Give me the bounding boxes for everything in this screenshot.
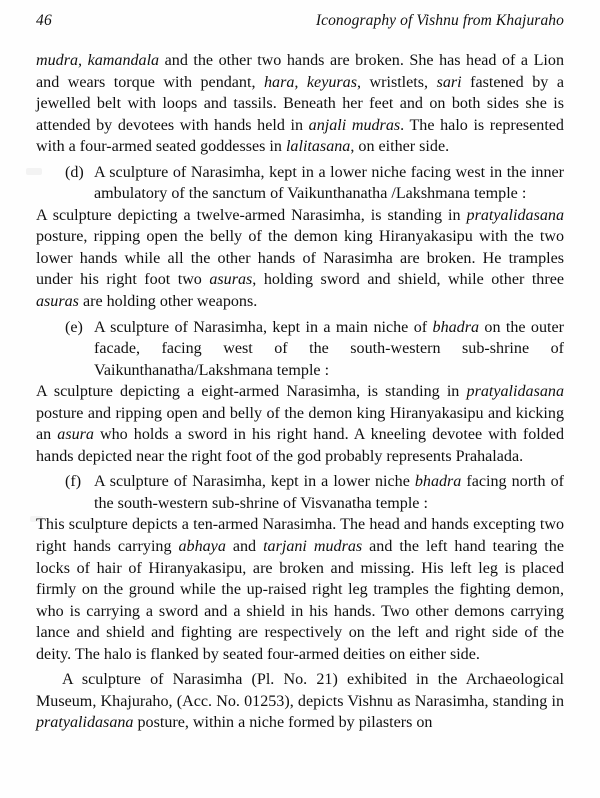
list-item-label: (d) <box>65 163 84 181</box>
list-item-e <box>36 317 564 382</box>
list-item-d <box>36 162 564 205</box>
paragraph-d: A sculpture depicting a twelve-armed Narasimha, is standing in pratyalidasana posture, ripping open the belly of the demon king Hiranyakasipu with the two lower hands while all the other hands of Narasimha are broken. He tramples under his right foot two asuras, holding sword and shield, while other three asuras are holding other weapons. <box>36 206 564 311</box>
list-item-text: A sculpture of Narasimha, kept in a lower niche facing west in the inner ambulatory of the sanctum of Vaikunthanatha /Lakshmana temple : <box>94 163 564 203</box>
running-head <box>36 12 564 34</box>
page-number: 46 <box>36 12 52 29</box>
paragraph-final: A sculpture of Narasimha (Pl. No. 21) exhibited in the Archaeological Museum, Khajuraho, (Acc. No. 01253), depicts Vishnu as Narasimha, standing in pratyalidasana posture, within a niche formed by pilasters on <box>36 671 564 732</box>
list-item-text: A sculpture of Narasimha, kept in a main niche of bhadra on the outer facade, facing west of the south-western sub-shrine of Vaikunthanatha/Lakshmana temple : <box>94 318 564 379</box>
list-item-f <box>36 471 564 514</box>
paragraph-e: A sculpture depicting a eight-armed Narasimha, is standing in pratyalidasana posture and ripping open and belly of the demon king Hiranyakasipu and kicking an asura who holds a sword in his right hand. A kneeling devotee with folded hands depicted near the right foot of the god probably represents Prahalada. <box>36 383 564 465</box>
list-item-text: A sculpture of Narasimha, kept in a lower niche bhadra facing north of the south-western sub-shrine of Visvanatha temple : <box>94 473 564 512</box>
list-item-label: (e) <box>65 318 83 336</box>
paragraph-continued: mudra, kamandala and the other two hands are broken. She has head of a Lion and wears torque with pendant, hara, keyuras, wristlets, sari fastened by a jewelled belt with loops and tassils. Beneath her feet and on both sides she is attended by devotees with hands held in anjali mudras. The halo is represented with a four-armed seated goddesses in lalitasana, on either side. <box>36 52 564 156</box>
paragraph-f: This sculpture depicts a ten-armed Narasimha. The head and hands excepting two right hands carrying abhaya and tarjani mudras and the left hand tearing the locks of hair of Hiranyakasipu, are broken and missing. His left leg is placed firmly on the ground while the up-raised right leg tramples the fighting demon, who is carrying a sword and a shield in his hands. Two other demons carrying lance and shield and fighting are respectively on the left and right side of the deity. The halo is flanked by seated four-armed deities on either side. <box>36 516 564 663</box>
text-block <box>36 50 564 734</box>
running-title: Iconography of Vishnu from Khajuraho <box>315 12 564 29</box>
list-item-label: (f) <box>65 473 82 491</box>
